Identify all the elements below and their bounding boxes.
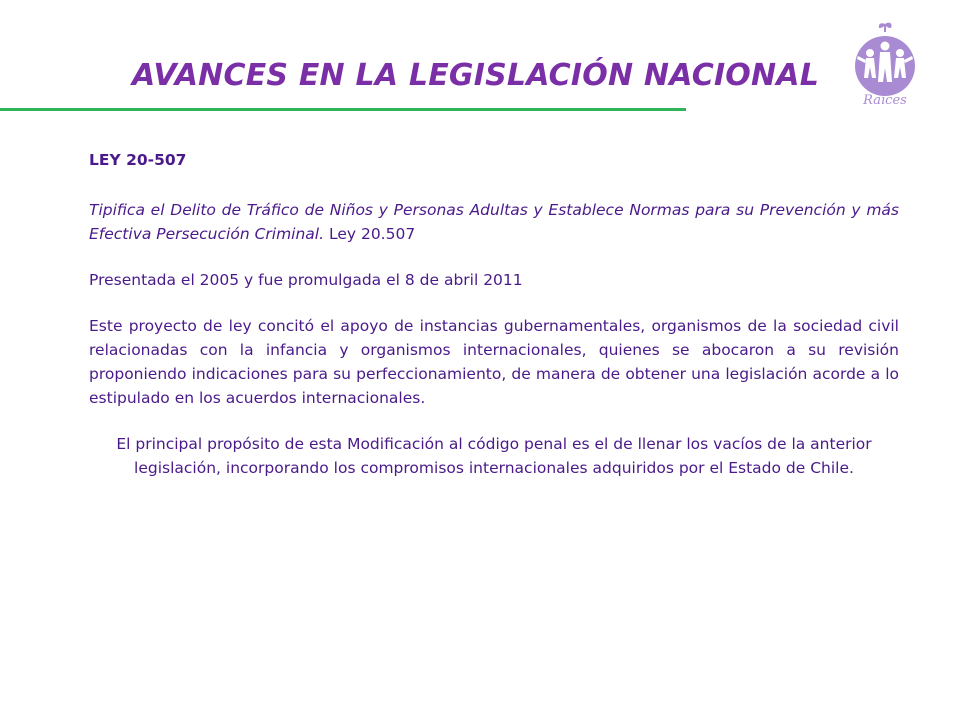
law-reference: Ley 20.507 (324, 225, 416, 243)
law-description (89, 198, 899, 246)
raices-figures-logo-icon (848, 20, 922, 106)
title-underline (0, 108, 686, 111)
logo-text: Raíces (863, 93, 907, 106)
purpose-paragraph: El principal propósito de esta Modificación al código penal es el de llenar los vacíos de la anterior legislación, incorporando los compromisos internacionales adquiridos por el Estado de Chile. (116, 435, 872, 477)
raices-logo (848, 20, 922, 106)
law-id: LEY 20-507 (89, 151, 187, 169)
support-paragraph: Este proyecto de ley concitó el apoyo de instancias gubernamentales, organismos de la sociedad civil relacionadas con la infancia y organismos internacionales, quienes se abocaron a su revisión proponiendo indicaciones para su perfeccionamiento, de manera de obtener una legislación acorde a lo estipulado en los acuerdos internacionales. (89, 317, 899, 407)
slide-title: AVANCES EN LA LEGISLACIÓN NACIONAL (132, 58, 820, 93)
slide-body (89, 148, 899, 502)
law-description-text: Tipifica el Delito de Tráfico de Niños y Personas Adultas y Establece Normas para su Prevención y más Efectiva Persecución Criminal. (89, 201, 899, 243)
presentation-dates: Presentada el 2005 y fue promulgada el 8 de abril 2011 (89, 271, 523, 289)
